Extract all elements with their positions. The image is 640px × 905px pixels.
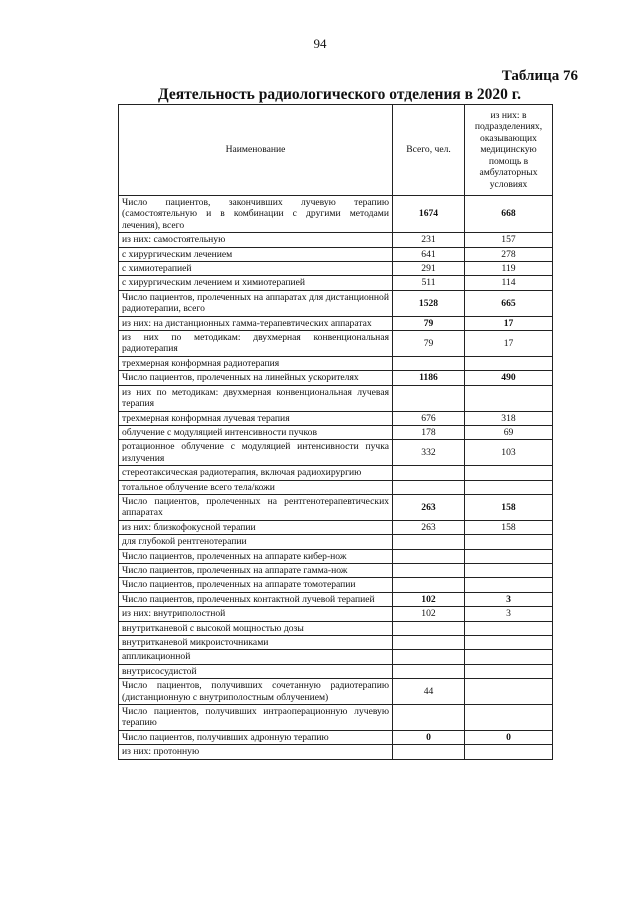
table-row xyxy=(119,385,553,411)
row-total-cell: 676 xyxy=(393,411,465,425)
row-name-cell: ротационное облучение с модуляцией интенсивности пучка излучения xyxy=(119,440,393,466)
row-total-cell: 0 xyxy=(393,730,465,744)
row-total-cell xyxy=(393,664,465,678)
table-row xyxy=(119,440,553,466)
table-row xyxy=(119,233,553,247)
row-name-cell: трехмерная конформная лучевая терапия xyxy=(119,411,393,425)
column-header-total: Всего, чел. xyxy=(393,105,465,196)
row-name-cell: Число пациентов, пролеченных на аппарате кибер-нож xyxy=(119,549,393,563)
row-name-cell: Число пациентов, получивших интраоперационную лучевую терапию xyxy=(119,705,393,731)
row-ambulatory-cell: 0 xyxy=(465,730,553,744)
row-ambulatory-cell xyxy=(465,650,553,664)
row-ambulatory-cell xyxy=(465,535,553,549)
table-row xyxy=(119,247,553,261)
table-row xyxy=(119,331,553,357)
column-header-name: Наименование xyxy=(119,105,393,196)
row-total-cell xyxy=(393,549,465,563)
row-total-cell: 263 xyxy=(393,494,465,520)
row-total-cell xyxy=(393,466,465,480)
row-ambulatory-cell xyxy=(465,563,553,577)
row-total-cell: 44 xyxy=(393,679,465,705)
row-ambulatory-cell xyxy=(465,480,553,494)
row-total-cell: 511 xyxy=(393,276,465,290)
row-ambulatory-cell xyxy=(465,466,553,480)
table-row xyxy=(119,196,553,233)
row-name-cell: трехмерная конформная радиотерапия xyxy=(119,356,393,370)
row-name-cell: аппликационной xyxy=(119,650,393,664)
row-name-cell: Число пациентов, пролеченных на рентгенотерапевтических аппаратах xyxy=(119,494,393,520)
row-name-cell: Число пациентов, пролеченных контактной лучевой терапией xyxy=(119,592,393,606)
table-title: Деятельность радиологического отделения в 2020 г. xyxy=(158,86,521,103)
table-row xyxy=(119,494,553,520)
page-number: 94 xyxy=(313,36,327,51)
row-name-cell: Число пациентов, пролеченных на аппарате томотерапии xyxy=(119,578,393,592)
row-total-cell: 1674 xyxy=(393,196,465,233)
row-total-cell: 1186 xyxy=(393,371,465,385)
row-name-cell: из них: внутриполостной xyxy=(119,607,393,621)
row-ambulatory-cell: 114 xyxy=(465,276,553,290)
table-row xyxy=(119,276,553,290)
table-row xyxy=(119,621,553,635)
row-ambulatory-cell: 158 xyxy=(465,520,553,534)
radiology-activity-table xyxy=(118,104,553,760)
row-ambulatory-cell: 17 xyxy=(465,331,553,357)
table-row xyxy=(119,425,553,439)
row-ambulatory-cell: 278 xyxy=(465,247,553,261)
table-row xyxy=(119,466,553,480)
row-name-cell: из них по методикам: двухмерная конвенциональная лучевая терапия xyxy=(119,385,393,411)
row-name-cell: с хирургическим лечением xyxy=(119,247,393,261)
row-total-cell: 291 xyxy=(393,262,465,276)
table-row xyxy=(119,636,553,650)
row-ambulatory-cell: 3 xyxy=(465,592,553,606)
table-row xyxy=(119,650,553,664)
table-row xyxy=(119,578,553,592)
row-ambulatory-cell: 3 xyxy=(465,607,553,621)
table-row xyxy=(119,316,553,330)
row-name-cell: Число пациентов, пролеченных на аппарате гамма-нож xyxy=(119,563,393,577)
row-ambulatory-cell xyxy=(465,621,553,635)
table-row xyxy=(119,607,553,621)
table-row xyxy=(119,549,553,563)
row-name-cell: Число пациентов, закончивших лучевую терапию (самостоятельную и в комбинации с другими методами лечения), всего xyxy=(119,196,393,233)
row-name-cell: с химиотерапией xyxy=(119,262,393,276)
row-name-cell: внутритканевой микроисточниками xyxy=(119,636,393,650)
table-row xyxy=(119,520,553,534)
row-ambulatory-cell xyxy=(465,679,553,705)
table-label: Таблица 76 xyxy=(501,68,578,84)
row-total-cell: 79 xyxy=(393,331,465,357)
row-name-cell: из них: протонную xyxy=(119,745,393,759)
row-ambulatory-cell xyxy=(465,636,553,650)
table-row xyxy=(119,262,553,276)
row-name-cell: из них по методикам: двухмерная конвенциональная радиотерапия xyxy=(119,331,393,357)
table-row xyxy=(119,705,553,731)
table-row xyxy=(119,679,553,705)
row-total-cell xyxy=(393,636,465,650)
row-ambulatory-cell: 668 xyxy=(465,196,553,233)
table-row xyxy=(119,745,553,759)
table-row xyxy=(119,411,553,425)
table-header-row xyxy=(119,105,553,196)
row-total-cell: 178 xyxy=(393,425,465,439)
table-row xyxy=(119,356,553,370)
row-name-cell: облучение с модуляцией интенсивности пучков xyxy=(119,425,393,439)
row-total-cell xyxy=(393,356,465,370)
row-ambulatory-cell xyxy=(465,664,553,678)
row-name-cell: из них: самостоятельную xyxy=(119,233,393,247)
row-name-cell: внутрисосудистой xyxy=(119,664,393,678)
row-name-cell: с хирургическим лечением и химиотерапией xyxy=(119,276,393,290)
row-ambulatory-cell: 665 xyxy=(465,290,553,316)
row-total-cell xyxy=(393,578,465,592)
row-ambulatory-cell: 119 xyxy=(465,262,553,276)
row-name-cell: из них: близкофокусной терапии xyxy=(119,520,393,534)
row-total-cell: 263 xyxy=(393,520,465,534)
table-row xyxy=(119,371,553,385)
table-body xyxy=(119,196,553,760)
row-ambulatory-cell: 69 xyxy=(465,425,553,439)
table-row xyxy=(119,730,553,744)
row-ambulatory-cell: 103 xyxy=(465,440,553,466)
table-row xyxy=(119,563,553,577)
row-ambulatory-cell xyxy=(465,356,553,370)
row-ambulatory-cell xyxy=(465,705,553,731)
row-ambulatory-cell xyxy=(465,578,553,592)
row-name-cell: для глубокой рентгенотерапии xyxy=(119,535,393,549)
row-ambulatory-cell xyxy=(465,745,553,759)
row-name-cell: Число пациентов, получивших адронную терапию xyxy=(119,730,393,744)
row-name-cell: Число пациентов, получивших сочетанную радиотерапию (дистанционную с внутриполостным облучением) xyxy=(119,679,393,705)
row-total-cell: 102 xyxy=(393,592,465,606)
row-ambulatory-cell xyxy=(465,385,553,411)
row-total-cell xyxy=(393,535,465,549)
row-total-cell: 641 xyxy=(393,247,465,261)
row-name-cell: стереотаксическая радиотерапия, включая радиохирургию xyxy=(119,466,393,480)
column-header-ambulatory: из них: в подразделениях, оказывающих медицинскую помощь в амбулаторных условиях xyxy=(465,105,553,196)
row-ambulatory-cell: 490 xyxy=(465,371,553,385)
row-name-cell: внутритканевой с высокой мощностью дозы xyxy=(119,621,393,635)
row-total-cell xyxy=(393,621,465,635)
row-total-cell: 1528 xyxy=(393,290,465,316)
row-ambulatory-cell: 17 xyxy=(465,316,553,330)
row-name-cell: Число пациентов, пролеченных на аппаратах для дистанционной радиотерапии, всего xyxy=(119,290,393,316)
row-total-cell xyxy=(393,705,465,731)
row-ambulatory-cell: 158 xyxy=(465,494,553,520)
table-row xyxy=(119,290,553,316)
row-total-cell: 79 xyxy=(393,316,465,330)
table-row xyxy=(119,480,553,494)
row-total-cell xyxy=(393,650,465,664)
row-ambulatory-cell xyxy=(465,549,553,563)
row-name-cell: Число пациентов, пролеченных на линейных ускорителях xyxy=(119,371,393,385)
table-row xyxy=(119,592,553,606)
row-total-cell: 332 xyxy=(393,440,465,466)
row-ambulatory-cell: 157 xyxy=(465,233,553,247)
row-ambulatory-cell: 318 xyxy=(465,411,553,425)
row-total-cell xyxy=(393,480,465,494)
row-total-cell: 102 xyxy=(393,607,465,621)
row-name-cell: тотальное облучение всего тела/кожи xyxy=(119,480,393,494)
row-total-cell xyxy=(393,563,465,577)
row-total-cell xyxy=(393,745,465,759)
row-total-cell: 231 xyxy=(393,233,465,247)
table-row xyxy=(119,664,553,678)
table-row xyxy=(119,535,553,549)
row-total-cell xyxy=(393,385,465,411)
row-name-cell: из них: на дистанционных гамма-терапевтических аппаратах xyxy=(119,316,393,330)
